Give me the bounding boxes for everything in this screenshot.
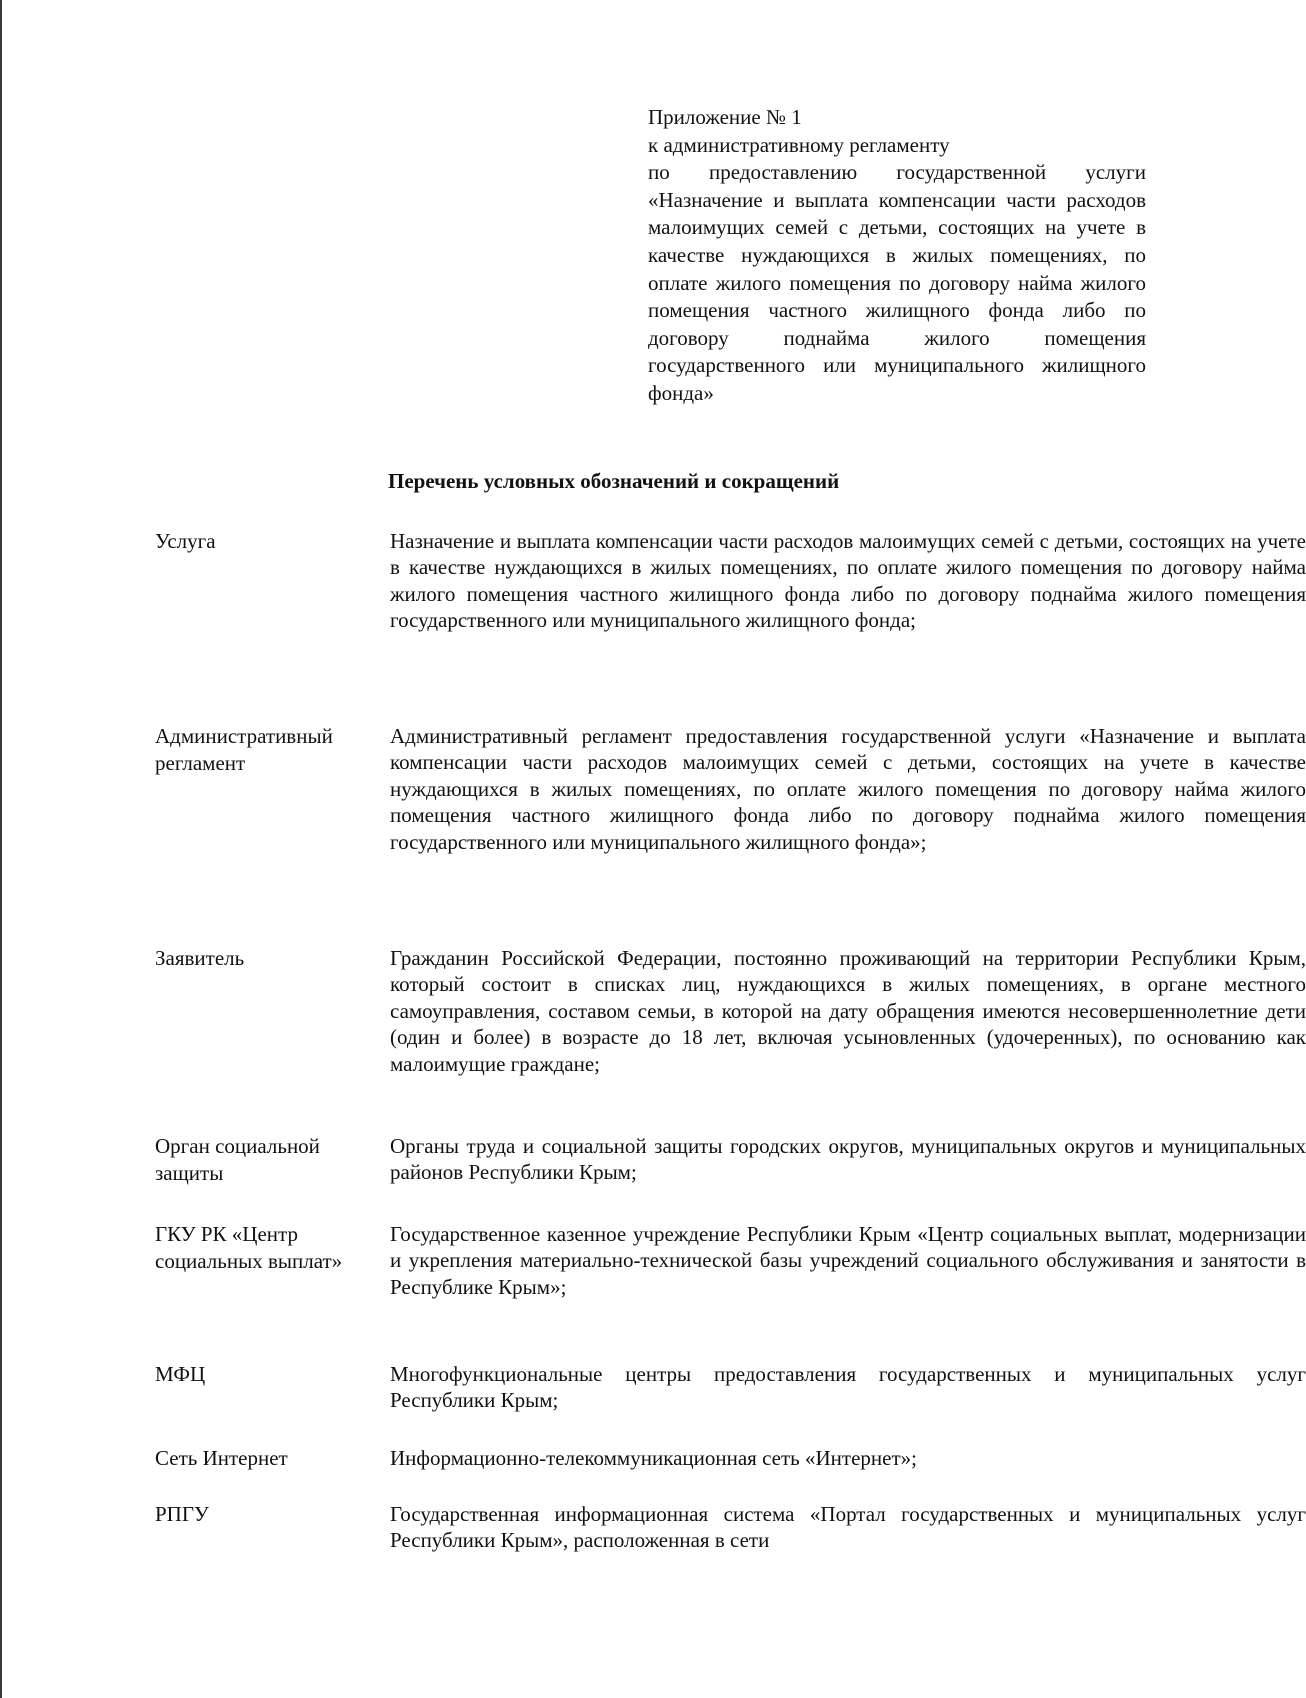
entry-definition: Многофункциональные центры предоставления государственных и муниципальных услуг Республики Крым; xyxy=(390,1362,1306,1413)
page-left-edge-rule xyxy=(0,0,2,1698)
entry-definition: Информационно-телекоммуникационная сеть «Интернет»; xyxy=(390,1446,917,1470)
entry-term: Орган социальной защиты xyxy=(155,1134,320,1185)
entry-definition: Назначение и выплата компенсации части расходов малоимущих семей с детьми, состоящих на учете в качестве нуждающихся в жилых помещениях, по оплате жилого помещения по договору найма жилого помещения частного жилищного фонда либо по договору поднайма жилого помещения государственного или муниципального жилищного фонда; xyxy=(390,529,1306,633)
appendix-reference: к административному регламенту xyxy=(648,132,950,157)
entry-definition: Государственное казенное учреждение Республики Крым «Центр социальных выплат, модернизации и укрепления материально-технической базы учреждений социального обслуживания и занятости в Республике Крым»; xyxy=(390,1222,1306,1299)
entry-term: Услуга xyxy=(155,529,216,553)
section-heading: Перечень условных обозначений и сокращений xyxy=(388,469,840,493)
entry-definition: Гражданин Российской Федерации, постоянно проживающий на территории Республики Крым, который состоит в списках лиц, нуждающихся в жилых помещениях, в органе местного самоуправления, составом семьи, в которой на дату обращения имеются несовершеннолетние дети (один и более) в возрасте до 18 лет, включая усыновленных (удочеренных), по основанию как малоимущие граждане; xyxy=(390,946,1306,1076)
appendix-number: Приложение № 1 xyxy=(648,105,802,129)
entry-definition: Органы труда и социальной защиты городских округов, муниципальных округов и муниципальных районов Республики Крым; xyxy=(390,1134,1306,1185)
entry-term: Административный регламент xyxy=(155,724,333,775)
entry-definition: Административный регламент предоставления государственной услуги «Назначение и выплата компенсации части расходов малоимущих семей с детьми, состоящих на учете в качестве нуждающихся в жилых помещениях, по оплате жилого помещения по договору найма жилого помещения частного жилищного фонда либо по договору поднайма жилого помещения государственного или муниципального жилищного фонда»; xyxy=(390,724,1306,854)
entry-term: ГКУ РК «Центр социальных выплат» xyxy=(155,1222,343,1273)
appendix-header xyxy=(648,104,1146,408)
entry-term: РПГУ xyxy=(155,1502,209,1526)
appendix-service-title: по предоставлению государственной услуги «Назначение и выплата компенсации части расходов малоимущих семей с детьми, состоящих на учете в качестве нуждающихся в жилых помещениях, по оплате жилого помещения по договору найма жилого помещения частного жилищного фонда либо по договору поднайма жилого помещения государственного или муниципального жилищного фонда» xyxy=(648,160,1146,405)
entry-term: Заявитель xyxy=(155,946,245,970)
entry-term: Сеть Интернет xyxy=(155,1446,288,1470)
entry-term: МФЦ xyxy=(155,1362,206,1386)
entry-definition: Государственная информационная система «Портал государственных и муниципальных услуг Республики Крым», расположенная в сети xyxy=(390,1502,1306,1553)
